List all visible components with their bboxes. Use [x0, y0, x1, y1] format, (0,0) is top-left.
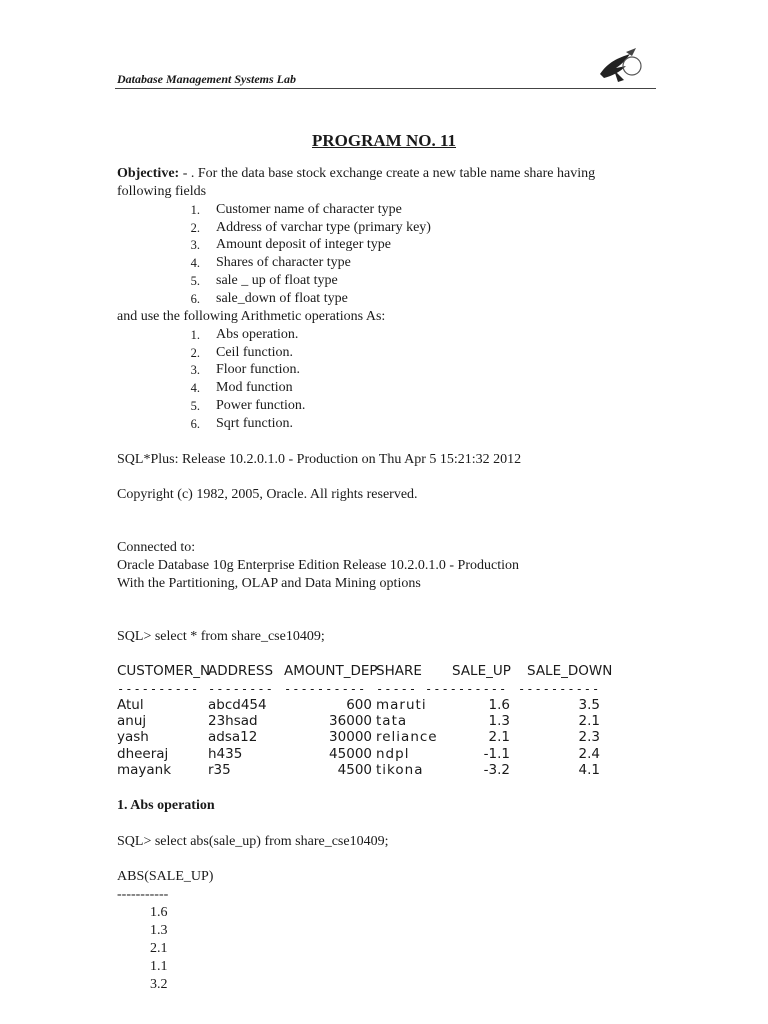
list-item-number: 5.: [190, 274, 200, 288]
table-header: SALE_UP: [452, 663, 511, 679]
list-item-number: 5.: [190, 399, 200, 413]
table-cell: tata: [376, 713, 408, 729]
table-cell: tikona: [376, 762, 424, 778]
table-cell: 1.6: [488, 697, 510, 713]
list-item: Amount deposit of integer type: [216, 237, 391, 252]
table-header: CUSTOMER_N: [117, 663, 211, 679]
table-cell: adsa12: [208, 729, 258, 745]
table-cell: h435: [208, 746, 243, 762]
list-item-number: 3.: [190, 363, 200, 377]
objective-label: Objective:: [117, 166, 180, 181]
table-cell: -3.2: [483, 762, 510, 778]
header-title: Database Management Systems Lab: [117, 72, 296, 86]
table-cell: maruti: [376, 697, 427, 713]
table-separator: ----------: [518, 682, 601, 696]
ops-intro: and use the following Arithmetic operations As:: [117, 309, 386, 324]
list-item: sale_down of float type: [216, 291, 348, 306]
list-item-number: 4.: [190, 381, 200, 395]
table-header: SALE_DOWN: [527, 663, 613, 679]
list-item-number: 6.: [190, 292, 200, 306]
table-header: AMOUNT_DEP: [284, 663, 378, 679]
copyright-line: Copyright (c) 1982, 2005, Oracle. All rights reserved.: [117, 487, 418, 502]
sql-query: SQL> select abs(sale_up) from share_cse10409;: [117, 834, 389, 849]
table-cell: 30000: [329, 729, 372, 745]
table-cell: 2.1: [578, 713, 600, 729]
table-cell: 2.1: [488, 729, 510, 745]
list-item: Abs operation.: [216, 327, 299, 342]
list-item: Address of varchar type (primary key): [216, 220, 431, 235]
abs-value: 1.1: [150, 959, 168, 974]
table-cell: 36000: [329, 713, 372, 729]
table-cell: r35: [208, 762, 231, 778]
table-cell: reliance: [376, 729, 438, 745]
table-cell: 23hsad: [208, 713, 258, 729]
connected-line: Connected to:: [117, 540, 196, 555]
abs-value: 1.6: [150, 905, 168, 920]
table-header: SHARE: [376, 663, 422, 679]
abs-value: 1.3: [150, 923, 168, 938]
table-separator: ----------: [284, 682, 367, 696]
table-cell: Atul: [117, 697, 144, 713]
table-cell: anuj: [117, 713, 147, 729]
table-cell: 1.3: [488, 713, 510, 729]
connected-line: With the Partitioning, OLAP and Data Mining options: [117, 576, 421, 591]
connected-line: Oracle Database 10g Enterprise Edition Release 10.2.0.1.0 - Production: [117, 558, 519, 573]
table-cell: 600: [346, 697, 372, 713]
table-separator: -----: [376, 682, 418, 696]
list-item: Power function.: [216, 398, 306, 413]
header-rule: [115, 88, 656, 89]
abs-separator: -----------: [117, 887, 169, 902]
abs-value: 3.2: [150, 977, 168, 992]
table-cell: -1.1: [483, 746, 510, 762]
table-cell: 2.3: [578, 729, 600, 745]
list-item: Floor function.: [216, 362, 300, 377]
table-header: ADDRESS: [208, 663, 274, 679]
list-item: Shares of character type: [216, 255, 351, 270]
list-item-number: 2.: [190, 346, 200, 360]
list-item-number: 1.: [190, 328, 200, 342]
list-item: Customer name of character type: [216, 202, 402, 217]
table-separator: --------: [208, 682, 274, 696]
list-item-number: 1.: [190, 203, 200, 217]
table-cell: 4500: [337, 762, 372, 778]
objective-line: [117, 166, 595, 182]
table-cell: 4.1: [578, 762, 600, 778]
list-item-number: 2.: [190, 221, 200, 235]
table-cell: ndpl: [376, 746, 410, 762]
list-item: Mod function: [216, 380, 293, 395]
institution-logo-icon: [596, 44, 644, 88]
list-item-number: 6.: [190, 417, 200, 431]
list-item-number: 4.: [190, 256, 200, 270]
table-cell: yash: [117, 729, 149, 745]
list-item: Sqrt function.: [216, 416, 293, 431]
sql-query: SQL> select * from share_cse10409;: [117, 629, 325, 644]
section-heading: 1. Abs operation: [117, 798, 215, 813]
page-title: PROGRAM NO. 11: [311, 131, 457, 150]
table-separator: ----------: [425, 682, 508, 696]
objective-text: - . For the data base stock exchange create a new table name share having: [179, 166, 596, 181]
table-cell: dheeraj: [117, 746, 169, 762]
abs-value: 2.1: [150, 941, 168, 956]
list-item: Ceil function.: [216, 345, 293, 360]
sqlplus-banner: SQL*Plus: Release 10.2.0.1.0 - Production on Thu Apr 5 15:21:32 2012: [117, 452, 522, 467]
objective-text-2: following fields: [117, 184, 207, 199]
list-item-number: 3.: [190, 238, 200, 252]
table-cell: 3.5: [578, 697, 600, 713]
table-separator: ----------: [117, 682, 200, 696]
list-item: sale _ up of float type: [216, 273, 338, 288]
table-cell: abcd454: [208, 697, 267, 713]
abs-column-header: ABS(SALE_UP): [117, 869, 214, 884]
table-cell: 45000: [329, 746, 372, 762]
table-cell: 2.4: [578, 746, 600, 762]
table-cell: mayank: [117, 762, 172, 778]
